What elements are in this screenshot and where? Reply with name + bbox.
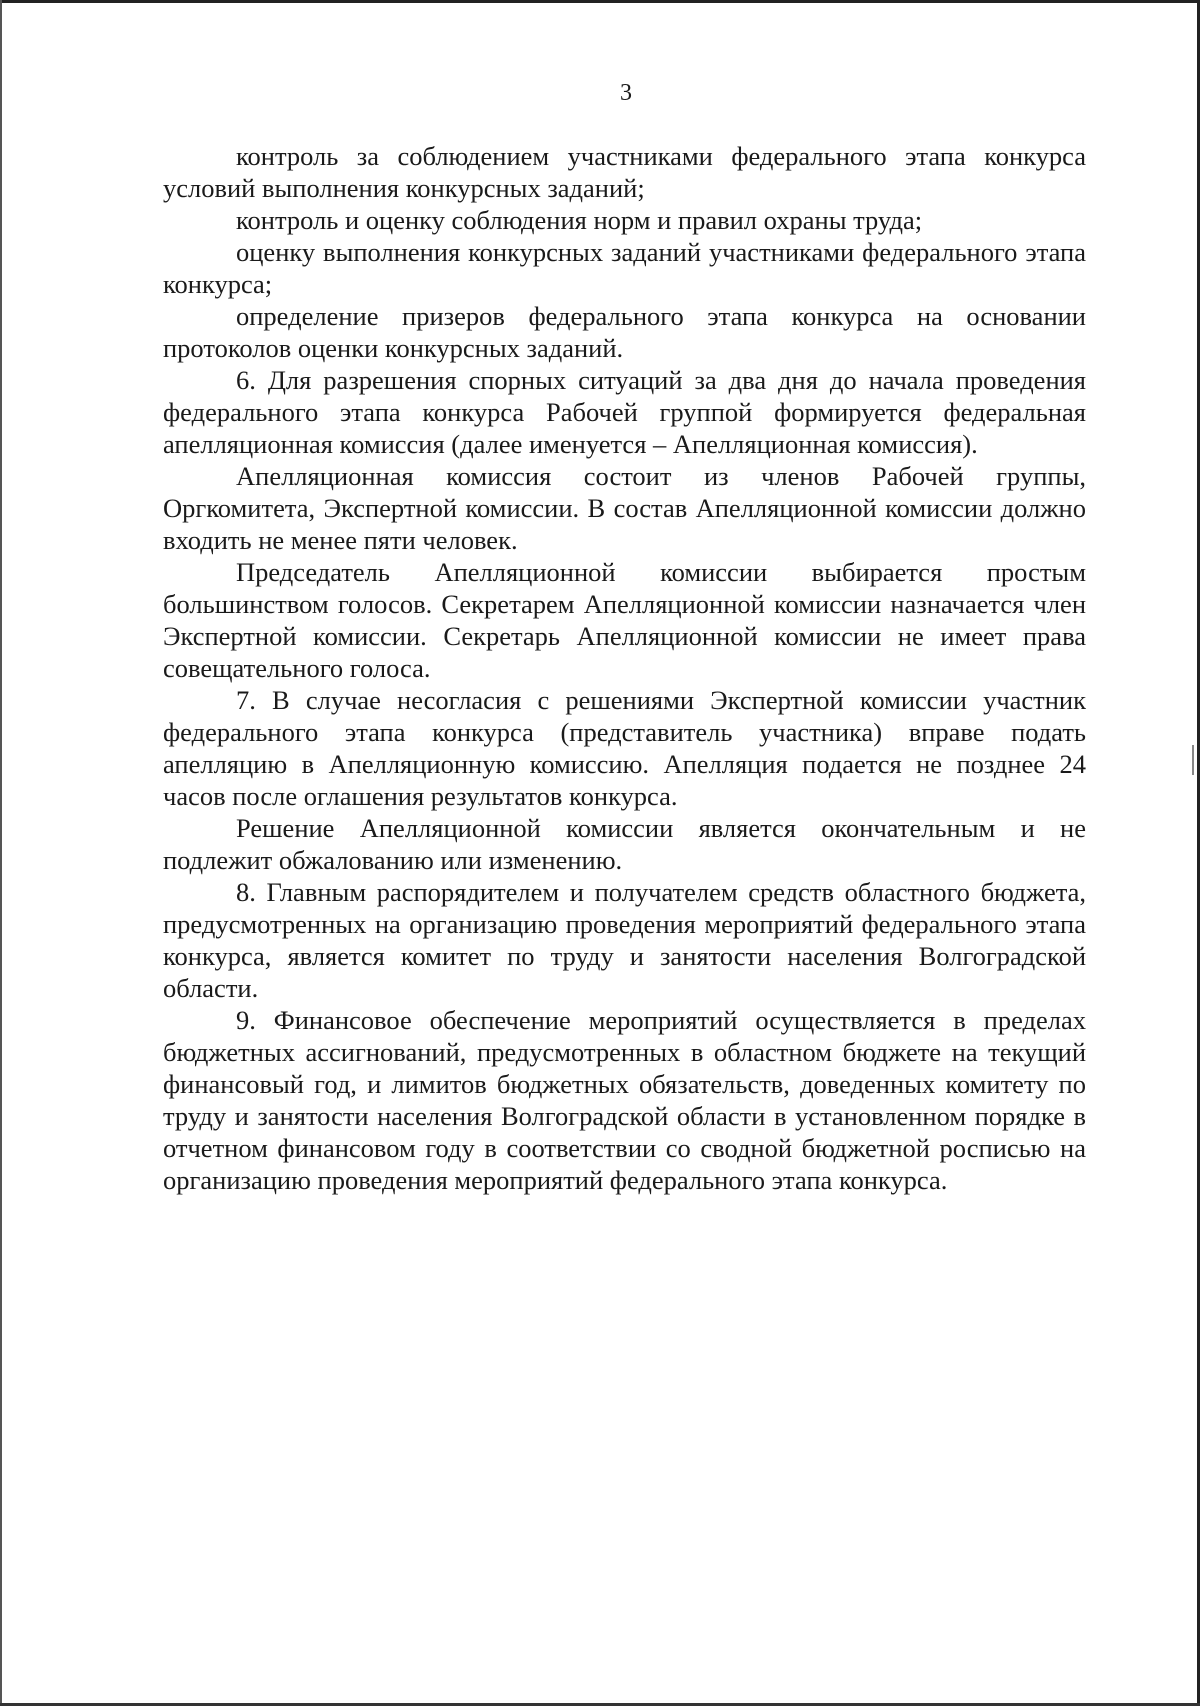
scan-edge-top	[0, 0, 1200, 3]
paragraph: определение призеров федерального этапа конкурса на основании протоколов оценки конкурсных заданий.	[163, 301, 1086, 363]
paragraph: 8. Главным распорядителем и получателем средств областного бюджета, предусмотренных на организацию проведения мероприятий федерального этапа конкурса, является комитет по труду и занятости населения Волгоградской области.	[163, 877, 1086, 1003]
paragraph: контроль и оценку соблюдения норм и правил охраны труда;	[236, 205, 923, 235]
margin-mark	[1192, 745, 1194, 775]
paragraph: Председатель Апелляционной комиссии выбирается простым большинством голосов. Секретарем Апелляционной комиссии назначается член Экспертной комиссии. Секретарь Апелляционной комиссии не имеет права совещательного голоса.	[163, 557, 1086, 683]
paragraph: контроль за соблюдением участниками федерального этапа конкурса условий выполнения конкурсных заданий;	[163, 141, 1086, 203]
paragraph: Решение Апелляционной комиссии является окончательным и не подлежит обжалованию или изменению.	[163, 813, 1086, 875]
paragraph: 9. Финансовое обеспечение мероприятий осуществляется в пределах бюджетных ассигнований, предусмотренных в областном бюджете на текущий финансовый год, и лимитов бюджетных обязательств, доведенных комитету по труду и занятости населения Волгоградской области в установленном порядке в отчетном финансовом году в соответствии со сводной бюджетной росписью на организацию проведения мероприятий федерального этапа конкурса.	[163, 1005, 1086, 1195]
paragraph: 6. Для разрешения спорных ситуаций за два дня до начала проведения федерального этапа конкурса Рабочей группой формируется федеральная апелляционная комиссия (далее именуется – Апелляционная комиссия).	[163, 365, 1086, 459]
page-number: 3	[620, 80, 632, 106]
scan-edge-left	[0, 0, 2, 1706]
document-body	[163, 140, 1086, 1196]
paragraph: 7. В случае несогласия с решениями Экспертной комиссии участник федерального этапа конкурса (представитель участника) вправе подать апелляцию в Апелляционную комиссию. Апелляция подается не позднее 24 часов после оглашения результатов конкурса.	[163, 685, 1086, 811]
paragraph: Апелляционная комиссия состоит из членов Рабочей группы, Оргкомитета, Экспертной комиссии. В состав Апелляционной комиссии должно входить не менее пяти человек.	[163, 461, 1086, 555]
paragraph: оценку выполнения конкурсных заданий участниками федерального этапа конкурса;	[163, 237, 1086, 299]
